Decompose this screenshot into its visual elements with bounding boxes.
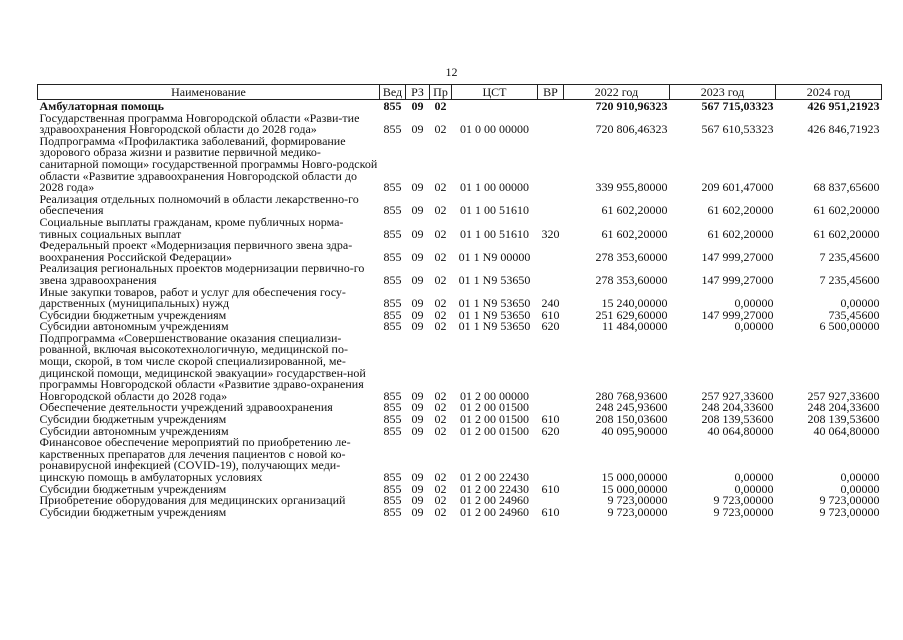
cell-rz: 09	[411, 412, 424, 427]
cell-rz: 09	[411, 249, 424, 264]
cell-2024: 9 723,00000	[819, 493, 880, 508]
cell-ved: 855	[383, 470, 402, 484]
cell-2024: 426 951,21923	[807, 99, 880, 113]
cell-name: Подпрограмма «Совершенствование оказания специализи-рованной, включая высокотехнологичную, медицинской по-мощи, скорой, в том числе скорой специализированной, ме-дицинской помощи, медицинской эвакуации» государствен-ной программы Новгородской области «Развитие здраво-охранения Новгородской области до 2028 года»	[39, 330, 366, 403]
cell-pr: 02	[434, 203, 447, 218]
cell-name: Субсидии автономным учреждениям	[39, 423, 229, 438]
cell-cst: 01 2 00 24960	[460, 493, 529, 508]
table-row	[38, 240, 882, 263]
cell-pr: 02	[434, 470, 447, 484]
table-row	[38, 263, 882, 286]
cell-pr: 02	[434, 249, 447, 264]
table-row	[38, 287, 882, 310]
cell-2022: 40 095,90000	[601, 423, 668, 438]
cell-2023: 147 999,27000	[701, 272, 774, 287]
header-2022: 2022 год	[564, 85, 670, 100]
cell-ved: 855	[383, 504, 402, 519]
cell-2023: 61 602,20000	[707, 226, 774, 241]
cell-2024: 208 139,53600	[807, 412, 880, 427]
table-header-row	[38, 85, 882, 100]
cell-2024: 6 500,00000	[819, 319, 880, 334]
cell-rz: 09	[411, 122, 424, 137]
cell-2024: 61 602,20000	[813, 203, 880, 218]
cell-name: Реализация региональных проектов модернизации первично-го звена здравоохранения	[39, 261, 365, 287]
cell-cst: 01 1 N9 53650	[458, 272, 531, 287]
cell-name: Субсидии бюджетным учреждениям	[39, 481, 227, 496]
cell-pr: 02	[434, 99, 447, 113]
cell-cst: 01 1 N9 53650	[458, 319, 531, 334]
cell-2023: 9 723,00000	[713, 493, 774, 508]
cell-vr: 240	[541, 296, 560, 311]
cell-name: Иные закупки товаров, работ и услуг для обеспечения госу-дарственных (муниципальных) нужд	[39, 284, 346, 311]
cell-2022: 11 484,00000	[601, 319, 668, 334]
cell-2022: 15 000,00000	[601, 470, 668, 484]
cell-pr: 02	[434, 272, 447, 287]
cell-2023: 248 204,33600	[701, 400, 774, 415]
cell-vr	[538, 194, 564, 217]
cell-cst: 01 1 00 51610	[460, 226, 529, 241]
cell-2023: 0,00000	[734, 470, 774, 484]
cell-name: Субсидии автономным учреждениям	[39, 319, 229, 334]
header-cst: ЦСТ	[452, 85, 538, 100]
cell-ved: 855	[383, 203, 402, 218]
cell-vr: 610	[541, 504, 560, 519]
cell-ved: 855	[383, 412, 402, 427]
cell-pr: 02	[434, 388, 447, 403]
cell-ved: 855	[383, 249, 402, 264]
cell-rz: 09	[411, 99, 424, 113]
cell-2022: 9 723,00000	[607, 504, 668, 519]
cell-2024: 735,45600	[828, 307, 880, 322]
cell-name: Приобретение оборудования для медицинских организаций	[39, 493, 346, 508]
cell-2022: 15 240,00000	[601, 296, 668, 311]
cell-2023: 0,00000	[734, 296, 774, 311]
table-body	[38, 100, 882, 519]
header-2023: 2023 год	[670, 85, 776, 100]
cell-2022: 9 723,00000	[607, 493, 668, 508]
cell-ved: 855	[383, 493, 402, 508]
cell-cst: 01 1 N9 00000	[458, 249, 531, 264]
cell-rz: 09	[411, 180, 424, 195]
cell-2024: 40 064,80000	[813, 423, 880, 438]
cell-rz: 09	[411, 493, 424, 508]
cell-cst: 01 0 00 00000	[460, 122, 529, 137]
cell-2022: 339 955,80000	[595, 180, 668, 195]
cell-rz: 09	[411, 423, 424, 438]
table-row	[38, 507, 882, 519]
cell-cst: 01 1 00 00000	[460, 180, 529, 195]
cell-cst: 01 1 N9 53650	[458, 296, 531, 311]
cell-name: Социальные выплаты гражданам, кроме публичных норма-тивных социальных выплат	[39, 214, 344, 241]
cell-ved: 855	[383, 423, 402, 438]
cell-name: Субсидии бюджетным учреждениям	[39, 307, 227, 322]
cell-cst: 01 2 00 01500	[460, 400, 529, 415]
cell-vr: 620	[541, 319, 560, 334]
cell-2022: 280 768,93600	[595, 388, 668, 403]
cell-2022: 248 245,93600	[595, 400, 668, 415]
cell-2024: 248 204,33600	[807, 400, 880, 415]
header-rz: РЗ	[406, 85, 430, 100]
table-row	[38, 437, 882, 483]
cell-cst: 01 2 00 24960	[460, 504, 529, 519]
cell-name: Подпрограмма «Профилактика заболеваний, формирование здорового образа жизни и развитие первичной медико-санитарной помощи» государственной программы Новго-родской области «Развитие здравоохранения Новгородской области до 2028 года»	[39, 133, 378, 195]
cell-cst: 01 2 00 22430	[460, 470, 529, 484]
cell-ved: 855	[383, 180, 402, 195]
cell-pr: 02	[434, 412, 447, 427]
cell-vr	[538, 113, 564, 136]
cell-2023: 567 610,53323	[701, 122, 774, 137]
cell-vr	[538, 437, 564, 483]
table-row	[38, 136, 882, 194]
cell-cst: 01 2 00 01500	[460, 423, 529, 438]
cell-2022: 251 629,60000	[595, 307, 668, 322]
cell-2024: 61 602,20000	[813, 226, 880, 241]
cell-pr: 02	[434, 180, 447, 195]
cell-2023: 567 715,03323	[701, 99, 774, 113]
cell-2024: 0,00000	[840, 481, 880, 496]
cell-name: Реализация отдельных полномочий в области лекарственно-го обеспечения	[39, 191, 359, 218]
cell-name: Государственная программа Новгородской области «Разви-тие здравоохранения Новгородской области до 2028 года»	[39, 110, 360, 137]
header-name: Наименование	[38, 85, 380, 100]
cell-pr: 02	[434, 296, 447, 311]
cell-2022: 15 000,00000	[601, 481, 668, 496]
cell-2023: 9 723,00000	[713, 504, 774, 519]
cell-vr	[538, 136, 564, 194]
cell-ved: 855	[383, 226, 402, 241]
cell-2022: 61 602,20000	[601, 226, 668, 241]
cell-rz: 09	[411, 388, 424, 403]
cell-vr: 620	[541, 423, 560, 438]
budget-table	[37, 84, 882, 518]
header-ved: Вед	[380, 85, 406, 100]
cell-rz: 09	[411, 400, 424, 415]
cell-pr: 02	[434, 481, 447, 496]
cell-name: Федеральный проект «Модернизация первичного звена здра-воохранения Российской Федерации»	[39, 238, 353, 264]
cell-2024: 7 235,45600	[819, 272, 880, 287]
cell-pr: 02	[434, 226, 447, 241]
table-row	[38, 333, 882, 403]
cell-2024: 9 723,00000	[819, 504, 880, 519]
cell-2024: 7 235,45600	[819, 249, 880, 264]
cell-vr	[538, 240, 564, 263]
cell-pr: 02	[434, 400, 447, 415]
cell-2024: 257 927,33600	[807, 388, 880, 403]
cell-vr: 610	[541, 412, 560, 427]
cell-rz: 09	[411, 481, 424, 496]
cell-rz: 09	[411, 296, 424, 311]
cell-ved: 855	[383, 481, 402, 496]
cell-2024: 426 846,71923	[807, 122, 880, 137]
cell-2024: 0,00000	[840, 470, 880, 484]
cell-name: Финансовое обеспечение мероприятий по приобретению ле-карственных препаратов для лечения пациентов с новой ко-ронавирусной инфекцией (COVID-19), получающих меди-цинскую помощь в амбулаторных условиях	[39, 435, 351, 484]
cell-vr	[538, 100, 564, 113]
cell-rz: 09	[411, 504, 424, 519]
cell-vr	[538, 263, 564, 286]
cell-rz: 09	[411, 226, 424, 241]
cell-name: Субсидии бюджетным учреждениям	[39, 504, 227, 519]
cell-rz: 09	[411, 272, 424, 287]
cell-2022: 61 602,20000	[601, 203, 668, 218]
cell-ved: 855	[383, 400, 402, 415]
table-row	[38, 217, 882, 240]
cell-vr	[538, 333, 564, 403]
cell-2023: 0,00000	[734, 481, 774, 496]
cell-cst: 01 2 00 22430	[460, 481, 529, 496]
cell-rz: 09	[411, 470, 424, 484]
cell-2023: 208 139,53600	[701, 412, 774, 427]
cell-cst: 01 2 00 01500	[460, 412, 529, 427]
table-row	[38, 194, 882, 217]
cell-pr: 02	[434, 307, 447, 322]
cell-name: Обеспечение деятельности учреждений здравоохранения	[39, 400, 333, 415]
cell-2023: 40 064,80000	[707, 423, 774, 438]
page-number: 12	[445, 65, 458, 79]
cell-ved: 855	[383, 99, 402, 113]
header-vr: ВР	[538, 85, 564, 100]
cell-pr: 02	[434, 122, 447, 137]
cell-vr: 610	[541, 307, 560, 322]
cell-ved: 855	[383, 296, 402, 311]
cell-2023: 147 999,27000	[701, 307, 774, 322]
cell-cst	[452, 100, 538, 113]
cell-name: Амбулаторная помощь	[39, 99, 164, 113]
cell-2022: 208 150,03600	[595, 412, 668, 427]
cell-2022: 720 806,46323	[595, 122, 668, 137]
cell-ved: 855	[383, 319, 402, 334]
cell-2022: 278 353,60000	[595, 272, 668, 287]
cell-2023: 147 999,27000	[701, 249, 774, 264]
cell-ved: 855	[383, 388, 402, 403]
header-pr: Пр	[430, 85, 452, 100]
cell-2024: 68 837,65600	[813, 180, 880, 195]
cell-pr: 02	[434, 504, 447, 519]
cell-2023: 209 601,47000	[701, 180, 774, 195]
cell-cst: 01 1 00 51610	[460, 203, 529, 218]
cell-2023: 257 927,33600	[701, 388, 774, 403]
cell-cst: 01 1 N9 53650	[458, 307, 531, 322]
cell-2022: 278 353,60000	[595, 249, 668, 264]
cell-pr: 02	[434, 493, 447, 508]
cell-rz: 09	[411, 203, 424, 218]
cell-pr: 02	[434, 319, 447, 334]
cell-vr: 320	[541, 226, 560, 241]
cell-ved: 855	[383, 272, 402, 287]
cell-2022: 720 910,96323	[595, 99, 668, 113]
header-2024: 2024 год	[776, 85, 882, 100]
cell-2023: 0,00000	[734, 319, 774, 334]
cell-2023: 61 602,20000	[707, 203, 774, 218]
cell-2024: 0,00000	[840, 296, 880, 311]
cell-ved: 855	[383, 122, 402, 137]
cell-cst: 01 2 00 00000	[460, 388, 529, 403]
cell-name: Субсидии бюджетным учреждениям	[39, 412, 227, 427]
cell-rz: 09	[411, 307, 424, 322]
table-row	[38, 113, 882, 136]
cell-ved: 855	[383, 307, 402, 322]
cell-pr: 02	[434, 423, 447, 438]
cell-vr: 610	[541, 481, 560, 496]
cell-rz: 09	[411, 319, 424, 334]
